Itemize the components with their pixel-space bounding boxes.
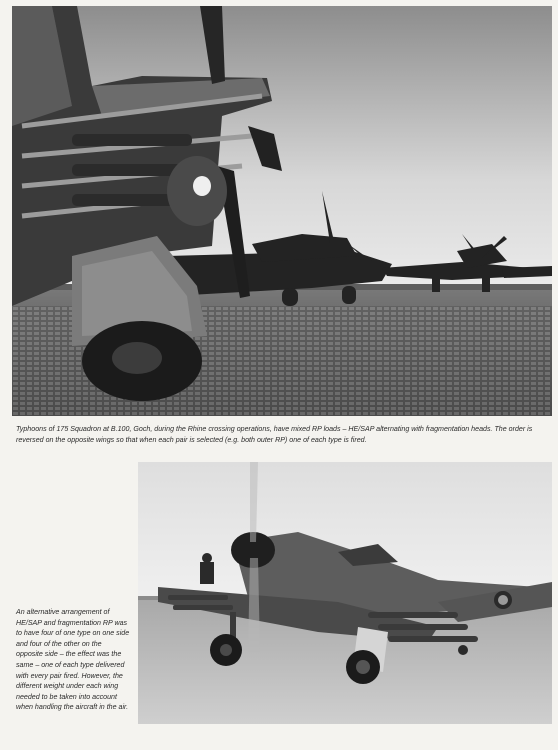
caption-alternative-rp-arrangement: An alternative arrangement of HE/SAP and fragmentation RP was to have four of one type on one side and four of the other on the opposite side – the effect was the same – one of each type delivered with every pair fired. However, the different weight under each wing needed to be taken into account when handling the aircraft in the air. (16, 608, 130, 712)
photo-typhoons-illustration (12, 6, 552, 416)
caption-typhoons-rp-loads: Typhoons of 175 Squadron at B.100, Goch, during the Rhine crossing operations, have mixed RP loads – HE/SAP alternating with fragmentation heads. The order is reversed on the opposite wings so that when each pair is selected (e.g. both outer RP) one of each type is fired. (16, 425, 533, 444)
photo-typhoon-taxiing-illustration (138, 462, 552, 724)
photo-typhoons-on-airfield (12, 6, 552, 416)
photo-typhoon-taxiing (138, 462, 552, 724)
